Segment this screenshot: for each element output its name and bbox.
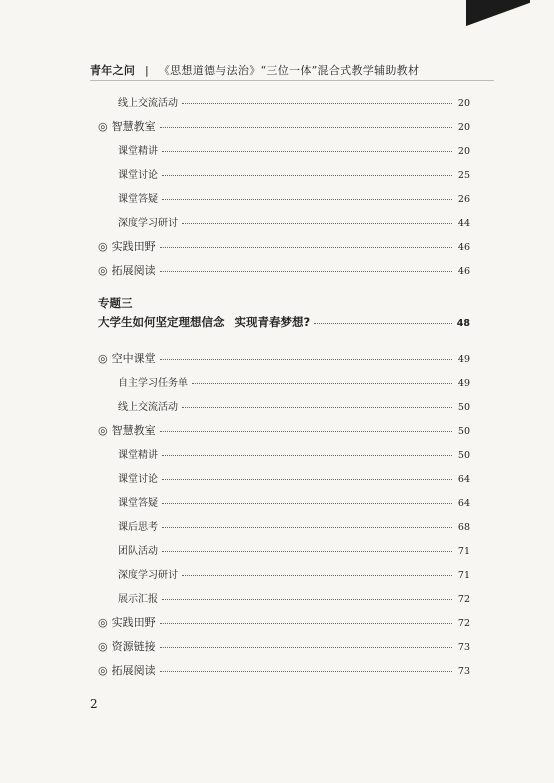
toc-entry-page: 50	[457, 426, 470, 437]
toc-entry-page: 50	[457, 402, 470, 413]
toc-entry-page: 44	[457, 218, 470, 229]
leader-dots	[162, 551, 452, 552]
topic-title-row	[98, 314, 470, 344]
toc-entry-page: 49	[457, 378, 470, 389]
toc-entry[interactable]	[98, 374, 470, 398]
leader-dots	[162, 175, 452, 176]
toc-entry-label: 智慧教室	[111, 424, 156, 437]
leader-dots	[182, 575, 452, 576]
toc-entry-label: 线上交流活动	[118, 98, 178, 109]
toc-group-2	[98, 350, 470, 686]
leader-dots	[162, 479, 452, 480]
section-bullet-icon: ◎	[98, 616, 108, 629]
toc-entry[interactable]	[98, 662, 470, 686]
header-separator: |	[145, 64, 150, 77]
toc-entry-label: 资源链接	[111, 640, 156, 653]
leader-dots	[162, 599, 452, 600]
section-bullet-icon: ◎	[98, 264, 108, 277]
leader-dots	[160, 431, 452, 432]
toc-entry[interactable]	[98, 398, 470, 422]
toc-entry-label: 自主学习任务单	[118, 378, 188, 389]
toc-entry-page: 64	[457, 474, 470, 485]
toc-entry[interactable]	[98, 422, 470, 446]
topic-page: 48	[456, 318, 470, 329]
toc-entry-page: 49	[457, 354, 470, 365]
toc-entry[interactable]	[98, 446, 470, 470]
toc-entry[interactable]	[98, 638, 470, 662]
toc-entry-label: 课堂精讲	[118, 146, 158, 157]
toc-entry[interactable]	[98, 118, 470, 142]
toc-entry-label: 课堂答疑	[118, 194, 158, 205]
toc-entry-page: 46	[457, 242, 470, 253]
leader-dots	[162, 151, 452, 152]
toc-entry-label: 课堂讨论	[118, 170, 158, 181]
corner-tab-decoration	[466, 0, 530, 34]
toc-entry[interactable]	[98, 166, 470, 190]
toc-entry[interactable]	[98, 566, 470, 590]
leader-dots	[162, 199, 452, 200]
leader-dots	[192, 383, 452, 384]
leader-dots	[162, 503, 452, 504]
leader-dots	[160, 623, 452, 624]
toc-entry-label: 深度学习研讨	[118, 570, 178, 581]
toc-entry-page: 20	[457, 122, 470, 133]
leader-dots	[182, 223, 452, 224]
toc-entry-page: 71	[457, 570, 470, 581]
toc-entry[interactable]	[98, 518, 470, 542]
toc-entry-page: 72	[457, 618, 470, 629]
running-header	[90, 62, 419, 78]
leader-dots	[314, 323, 452, 324]
toc-entry-page: 20	[457, 146, 470, 157]
toc-entry-label: 实践田野	[111, 240, 156, 253]
header-brand: 青年之问	[90, 64, 136, 77]
toc-entry-label: 线上交流活动	[118, 402, 178, 413]
toc-entry[interactable]	[98, 94, 470, 118]
toc-entry-page: 71	[457, 546, 470, 557]
header-divider	[90, 80, 494, 81]
leader-dots	[160, 647, 452, 648]
section-bullet-icon: ◎	[98, 424, 108, 437]
toc-entry[interactable]	[98, 190, 470, 214]
toc-entry-label: 实践田野	[111, 616, 156, 629]
toc-entry[interactable]	[98, 214, 470, 238]
leader-dots	[162, 527, 452, 528]
toc-entry-page: 50	[457, 450, 470, 461]
toc-entry[interactable]	[98, 590, 470, 614]
toc-entry[interactable]	[98, 470, 470, 494]
toc-entry-page: 46	[457, 266, 470, 277]
leader-dots	[160, 127, 452, 128]
toc-entry-page: 25	[457, 170, 470, 181]
toc-entry-page: 26	[457, 194, 470, 205]
toc-entry-label: 拓展阅读	[111, 664, 156, 677]
leader-dots	[160, 671, 452, 672]
toc-entry-label: 展示汇报	[118, 594, 158, 605]
toc-entry-label: 课堂讨论	[118, 474, 158, 485]
toc-entry-label: 团队活动	[118, 546, 158, 557]
leader-dots	[182, 407, 452, 408]
toc-entry-page: 73	[457, 666, 470, 677]
toc-entry[interactable]	[98, 142, 470, 166]
section-bullet-icon: ◎	[98, 664, 108, 677]
header-subtitle: 《思想道德与法治》“三位一体”混合式教学辅助教材	[158, 64, 420, 77]
toc-entry-label: 拓展阅读	[111, 264, 156, 277]
toc-entry-label: 课后思考	[118, 522, 158, 533]
toc-entry[interactable]	[98, 262, 470, 286]
toc-entry-label: 智慧教室	[111, 120, 156, 133]
toc-entry[interactable]	[98, 238, 470, 262]
section-bullet-icon: ◎	[98, 640, 108, 653]
toc-entry[interactable]	[98, 542, 470, 566]
section-bullet-icon: ◎	[98, 240, 108, 253]
toc-entry-page: 20	[457, 98, 470, 109]
leader-dots	[162, 455, 452, 456]
topic-title-part1: 大学生如何坚定理想信念	[98, 315, 225, 329]
toc-entry[interactable]	[98, 614, 470, 638]
toc-entry-label: 空中课堂	[111, 352, 156, 365]
topic-label: 专题三	[98, 296, 133, 310]
toc-entry-label: 课堂精讲	[118, 450, 158, 461]
toc-group-1	[98, 94, 470, 286]
toc-entry-page: 68	[457, 522, 470, 533]
toc-entry-label: 课堂答疑	[118, 498, 158, 509]
section-bullet-icon: ◎	[98, 352, 108, 365]
leader-dots	[160, 247, 452, 248]
leader-dots	[182, 103, 452, 104]
toc-entry-label: 深度学习研讨	[118, 218, 178, 229]
toc-entry-page: 64	[457, 498, 470, 509]
toc-entry-page: 72	[457, 594, 470, 605]
toc-entry[interactable]	[98, 494, 470, 518]
leader-dots	[160, 359, 452, 360]
topic-title-part2: 实现青春梦想?	[234, 315, 311, 329]
table-of-contents	[98, 94, 470, 686]
section-bullet-icon: ◎	[98, 120, 108, 133]
toc-entry[interactable]	[98, 350, 470, 374]
page-number: 2	[90, 697, 98, 711]
leader-dots	[160, 271, 452, 272]
toc-entry-page: 73	[457, 642, 470, 653]
